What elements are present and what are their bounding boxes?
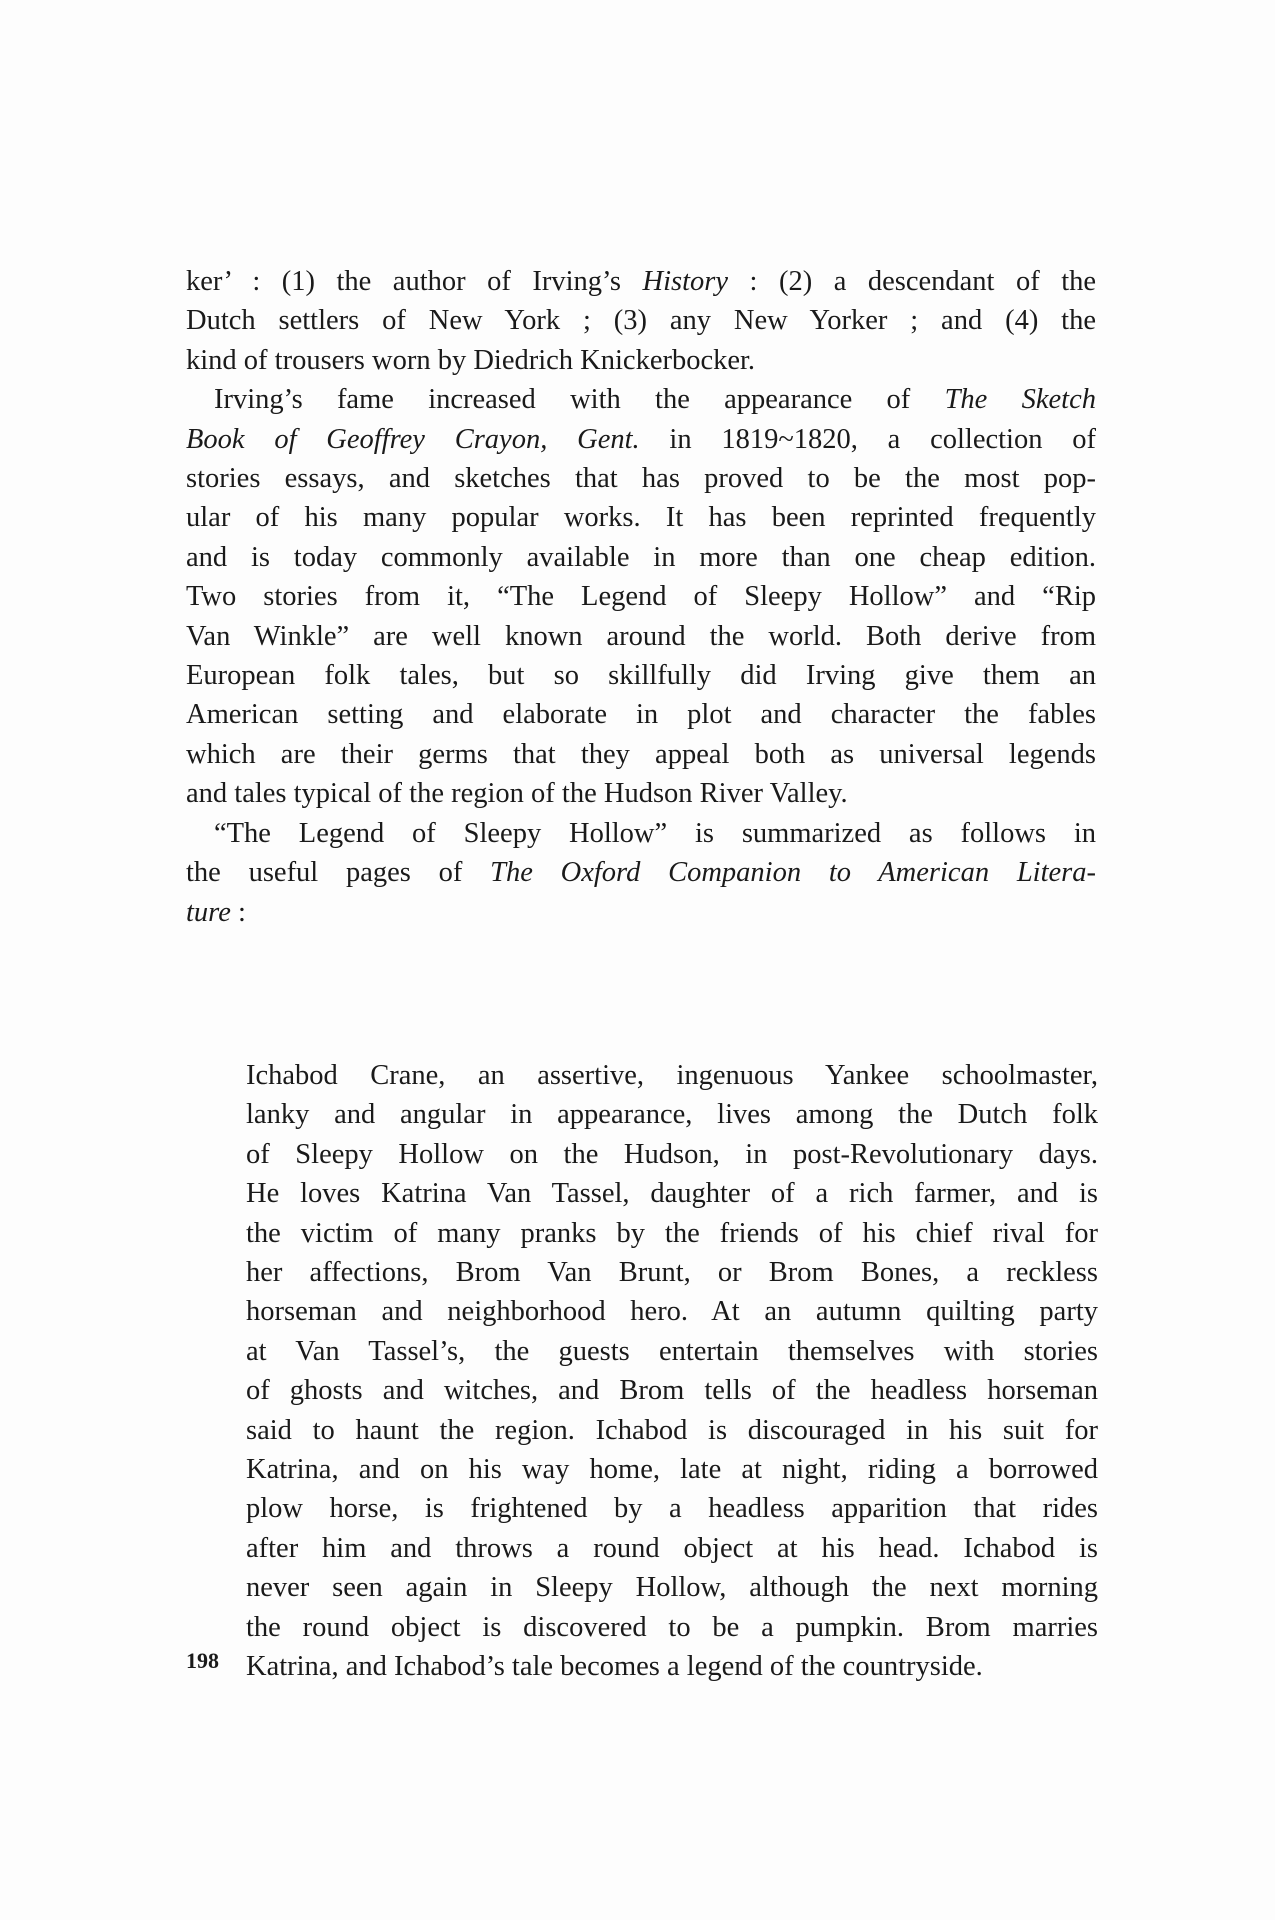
text-line: the useful pages of The Oxford Companion to American Litera-: [186, 857, 1096, 889]
text-line: and is today commonly available in more than one cheap edition.: [186, 541, 1096, 573]
text-line: European folk tales, but so skillfully did Irving give them an: [186, 660, 1096, 692]
body-text: [186, 262, 1096, 932]
quote-line: plow horse, is frightened by a headless apparition that rides: [246, 1493, 1098, 1525]
page-number: 198: [186, 1648, 219, 1673]
text-line: ker’ : (1) the author of Irving’s History : (2) a descendant of the: [186, 266, 1097, 297]
text-line: stories essays, and sketches that has proved to be the most pop-: [186, 463, 1096, 495]
quote-line: of ghosts and witches, and Brom tells of the headless horseman: [246, 1375, 1098, 1407]
quote-line: He loves Katrina Van Tassel, daughter of a rich farmer, and is: [246, 1178, 1098, 1210]
quote-line: Katrina, and Ichabod’s tale becomes a legend of the countryside.: [246, 1651, 983, 1683]
text-line: Irving’s fame increased with the appearance of The Sketch: [214, 384, 1096, 416]
text-line: and tales typical of the region of the Hudson River Valley.: [186, 778, 848, 810]
text-line: Dutch settlers of New York ; (3) any New Yorker ; and (4) the: [186, 305, 1096, 337]
text-line: “The Legend of Sleepy Hollow” is summarized as follows in: [214, 817, 1096, 849]
text-line: which are their germs that they appeal both as universal legends: [186, 738, 1096, 770]
text-line: American setting and elaborate in plot and character the fables: [186, 699, 1096, 731]
text-line: ular of his many popular works. It has been reprinted frequently: [186, 502, 1096, 534]
quote-line: never seen again in Sleepy Hollow, although the next morning: [246, 1572, 1098, 1604]
text-line: Book of Geoffrey Crayon, Gent. in 1819~1820, a collection of: [186, 423, 1096, 455]
quote-line: horseman and neighborhood hero. At an autumn quilting party: [246, 1296, 1098, 1328]
quote-line: Ichabod Crane, an assertive, ingenuous Yankee schoolmaster,: [246, 1060, 1098, 1091]
quote-line: Katrina, and on his way home, late at night, riding a borrowed: [246, 1454, 1098, 1486]
text-line: Van Winkle” are well known around the world. Both derive from: [186, 620, 1096, 652]
block-quote: [246, 1056, 1098, 1687]
quote-line: at Van Tassel’s, the guests entertain themselves with stories: [246, 1335, 1098, 1367]
text-line: ture :: [186, 896, 246, 928]
quote-line: the round object is discovered to be a pumpkin. Brom marries: [246, 1611, 1098, 1643]
quote-line: the victim of many pranks by the friends of his chief rival for: [246, 1217, 1098, 1249]
quote-line: of Sleepy Hollow on the Hudson, in post-Revolutionary days.: [246, 1138, 1098, 1170]
quote-line: after him and throws a round object at his head. Ichabod is: [246, 1532, 1098, 1564]
quote-line: lanky and angular in appearance, lives among the Dutch folk: [246, 1099, 1098, 1131]
quote-line: her affections, Brom Van Brunt, or Brom Bones, a reckless: [246, 1257, 1098, 1289]
text-line: Two stories from it, “The Legend of Sleepy Hollow” and “Rip: [186, 581, 1096, 613]
quote-line: said to haunt the region. Ichabod is discouraged in his suit for: [246, 1414, 1098, 1446]
text-line: kind of trousers worn by Diedrich Knickerbocker.: [186, 344, 756, 376]
